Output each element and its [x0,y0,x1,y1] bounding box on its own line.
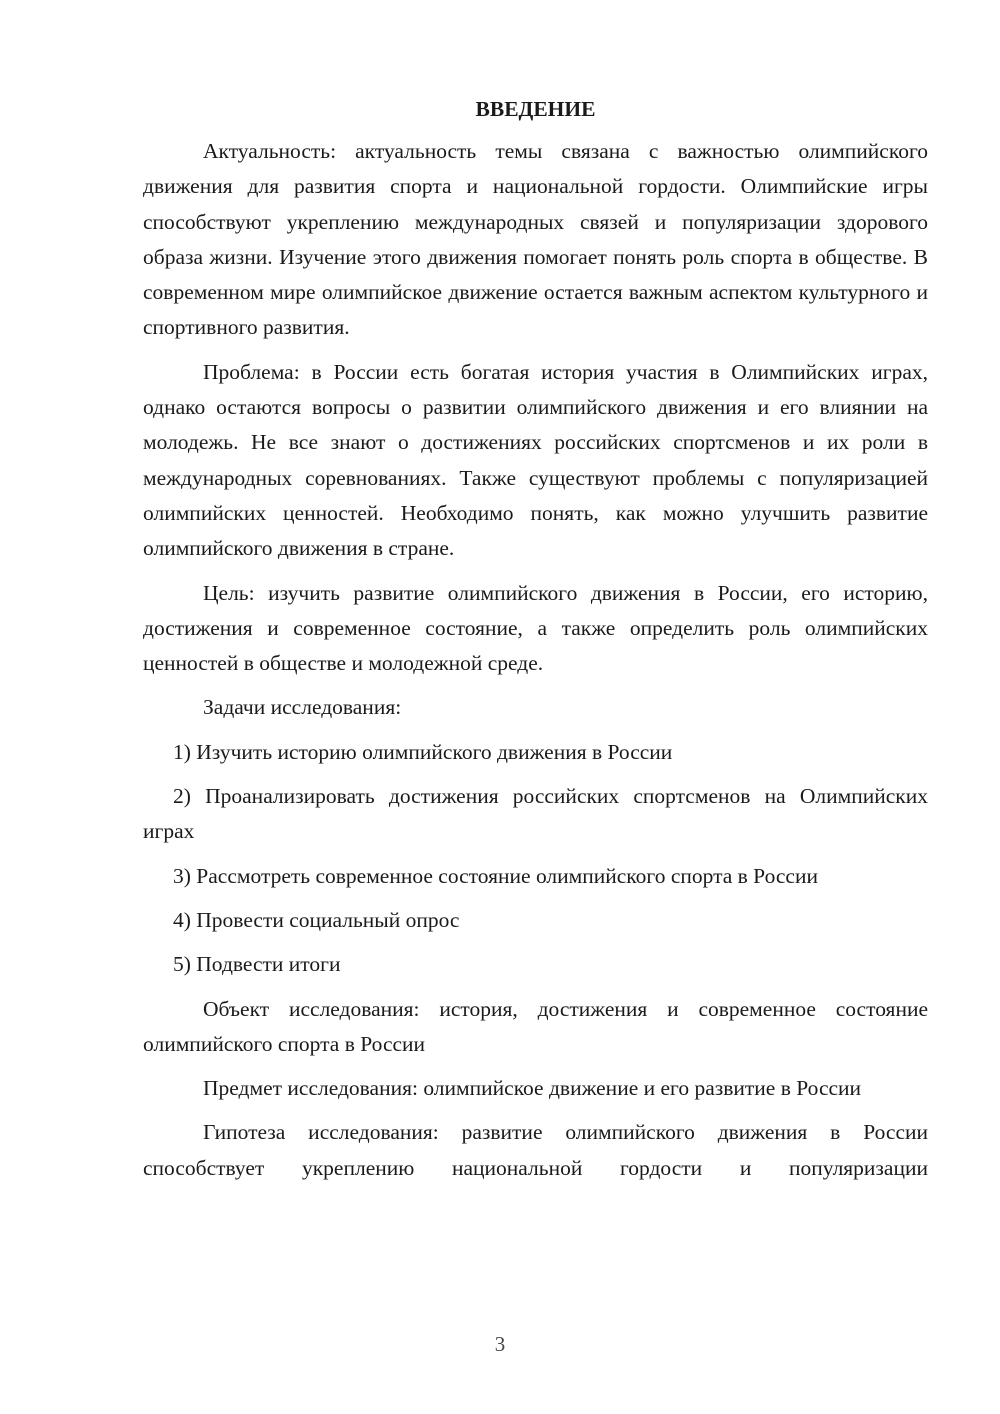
subject-paragraph: Предмет исследования: олимпийское движение и его развитие в России [203,1076,862,1101]
task-item-1: 1) Изучить историю олимпийского движения в России [173,739,673,764]
task-item-2: 2) Проанализировать достижения российских спортсменов на Олимпийских играх [143,784,928,844]
object-paragraph: Объект исследования: история, достижения и современное состояние олимпийского спорта в России [143,996,928,1056]
relevance-paragraph: Актуальность: актуальность темы связана с важностью олимпийского движения для развития спорта и национальной гордости. Олимпийские игры способствуют укреплению международных связей и популяризации здорового образа жизни. Изучение этого движения помогает понять роль спорта в обществе. В современном мире олимпийское движение остается важным аспектом культурного и спортивного развития. [143,139,928,340]
task-item-4: 4) Провести социальный опрос [173,907,460,932]
document-page [143,90,928,1186]
task-item-3: 3) Рассмотреть современное состояние олимпийского спорта в России [173,863,818,888]
hypothesis-paragraph: Гипотеза исследования: развитие олимпийского движения в России способствует укреплению национальной гордости и популяризации [143,1120,928,1180]
section-heading: ВВЕДЕНИЕ [475,97,596,121]
problem-paragraph: Проблема: в России есть богатая история участия в Олимпийских играх, однако остаются вопросы о развитии олимпийского движения и его влиянии на молодежь. Не все знают о достижениях российских спортсменов и их роли в международных соревнованиях. Также существуют проблемы с популяризацией олимпийских ценностей. Необходимо понять, как можно улучшить развитие олимпийского движения в стране. [143,359,928,561]
goal-paragraph: Цель: изучить развитие олимпийского движения в России, его историю, достижения и современное состояние, а также определить роль олимпийских ценностей в обществе и молодежной среде. [143,580,928,676]
page-number: 3 [494,1332,506,1356]
tasks-heading: Задачи исследования: [203,695,402,720]
task-item-5: 5) Подвести итоги [173,952,341,977]
